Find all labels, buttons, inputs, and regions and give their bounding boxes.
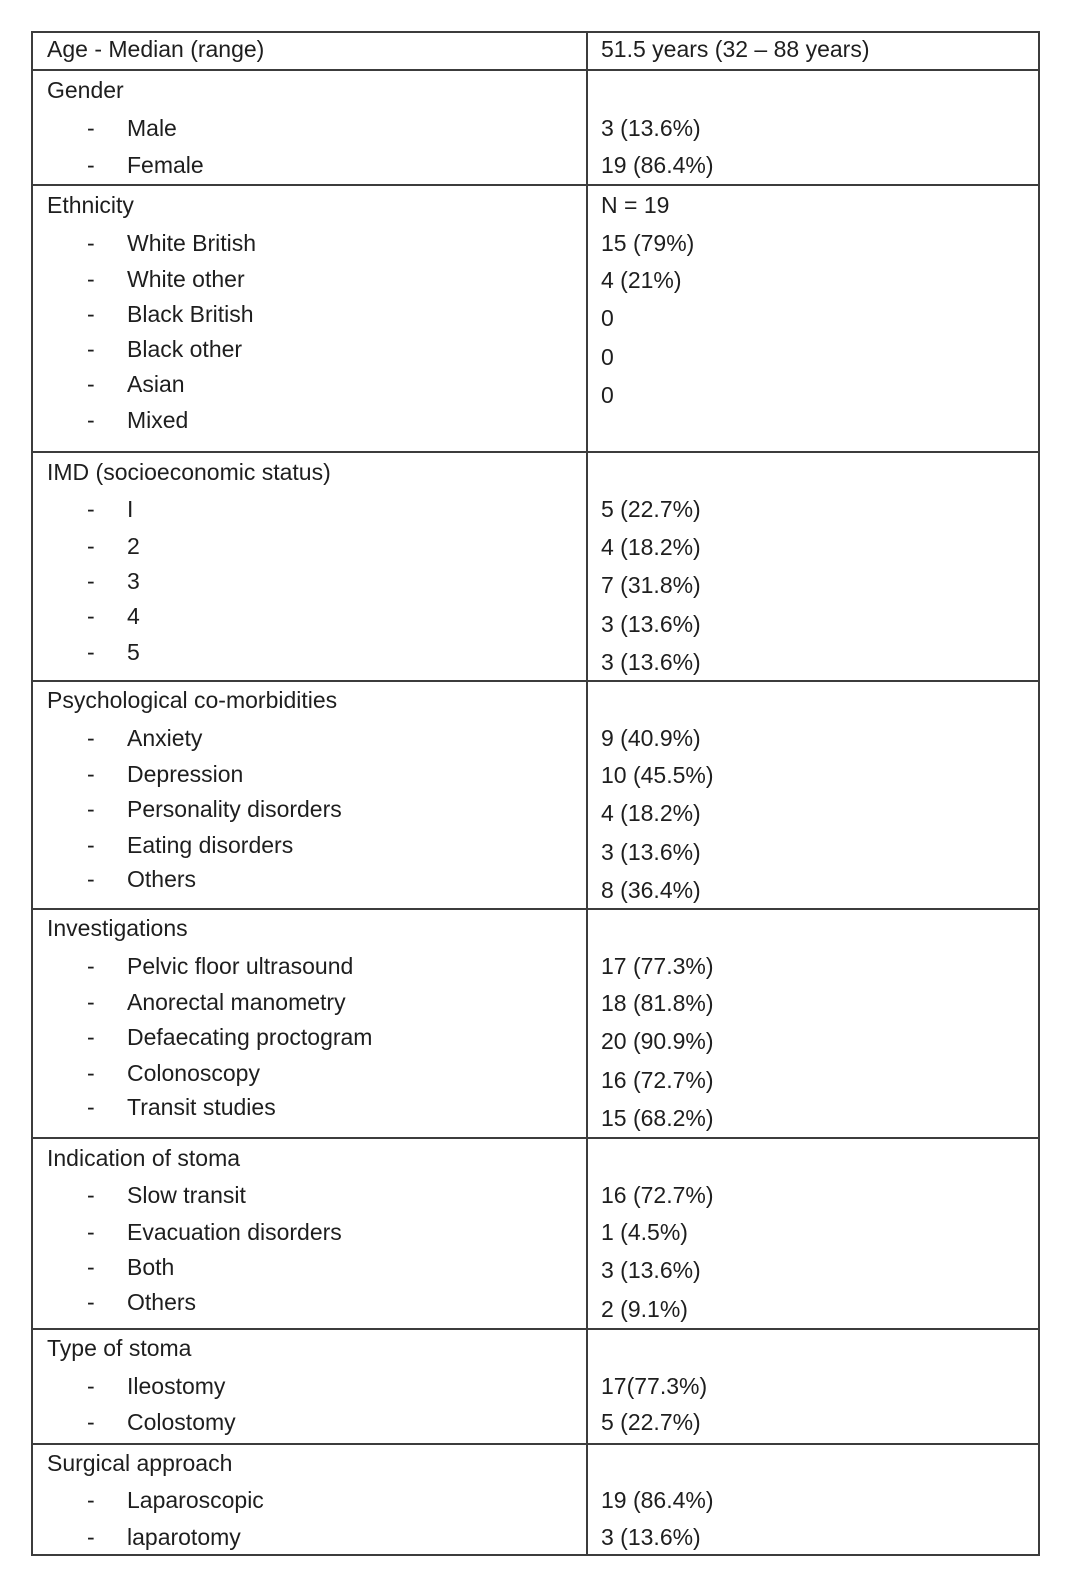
item-label: Others [127, 1289, 197, 1315]
demographics-table [31, 31, 1040, 1556]
bullet-dash: - [87, 1182, 95, 1208]
row-divider [33, 908, 1038, 910]
section-label: Indication of stoma [47, 1145, 241, 1171]
bullet-dash: - [87, 1060, 95, 1086]
bullet-dash: - [87, 1409, 95, 1435]
item-label: Asian [127, 371, 185, 397]
item-label: I [127, 496, 134, 522]
section-label: Investigations [47, 915, 188, 941]
item-value: 18 (81.8%) [601, 990, 714, 1016]
bullet-dash: - [87, 115, 95, 141]
item-value: 8 (36.4%) [601, 877, 701, 903]
row-divider [33, 69, 1038, 71]
item-label: Laparoscopic [127, 1487, 264, 1513]
item-value: 4 (18.2%) [601, 800, 701, 826]
item-value: 1 (4.5%) [601, 1219, 688, 1245]
item-label: Colostomy [127, 1409, 236, 1435]
item-label: White British [127, 230, 257, 256]
item-value: 17 (77.3%) [601, 953, 714, 979]
section-label: Psychological co-morbidities [47, 687, 338, 713]
bullet-dash: - [87, 832, 95, 858]
bullet-dash: - [87, 1487, 95, 1513]
item-label: Black other [127, 336, 243, 362]
item-value: 0 [601, 344, 614, 370]
bullet-dash: - [87, 496, 95, 522]
item-value: 10 (45.5%) [601, 762, 714, 788]
item-label: Anorectal manometry [127, 989, 346, 1015]
item-value: 3 (13.6%) [601, 839, 701, 865]
item-label: Transit studies [127, 1094, 276, 1120]
item-value: 0 [601, 382, 614, 408]
bullet-dash: - [87, 407, 95, 433]
section-value: 51.5 years (32 – 88 years) [601, 36, 870, 62]
item-label: Both [127, 1254, 175, 1280]
item-value: 3 (13.6%) [601, 611, 701, 637]
bullet-dash: - [87, 989, 95, 1015]
item-label: Mixed [127, 407, 189, 433]
item-value: 20 (90.9%) [601, 1028, 714, 1054]
row-divider [33, 1328, 1038, 1330]
item-value: 19 (86.4%) [601, 152, 714, 178]
bullet-dash: - [87, 953, 95, 979]
item-label: Male [127, 115, 177, 141]
section-label: Gender [47, 77, 124, 103]
item-label: Anxiety [127, 725, 203, 751]
item-label: Personality disorders [127, 796, 342, 822]
row-divider [33, 1137, 1038, 1139]
item-value: 3 (13.6%) [601, 115, 701, 141]
item-value: 4 (21%) [601, 267, 682, 293]
item-value: 2 (9.1%) [601, 1296, 688, 1322]
bullet-dash: - [87, 1289, 95, 1315]
row-divider [33, 1443, 1038, 1445]
bullet-dash: - [87, 1094, 95, 1120]
item-label: Black British [127, 301, 254, 327]
item-label: 4 [127, 603, 140, 629]
item-value: 9 (40.9%) [601, 725, 701, 751]
row-divider [33, 680, 1038, 682]
bullet-dash: - [87, 1024, 95, 1050]
bullet-dash: - [87, 1373, 95, 1399]
section-label: Surgical approach [47, 1450, 233, 1476]
item-label: Colonoscopy [127, 1060, 260, 1086]
section-value: N = 19 [601, 192, 670, 218]
bullet-dash: - [87, 761, 95, 787]
item-value: 4 (18.2%) [601, 534, 701, 560]
item-label: Slow transit [127, 1182, 246, 1208]
item-label: Evacuation disorders [127, 1219, 342, 1245]
section-label: Type of stoma [47, 1335, 192, 1361]
section-label: IMD (socioeconomic status) [47, 459, 331, 485]
bullet-dash: - [87, 568, 95, 594]
item-value: 15 (68.2%) [601, 1105, 714, 1131]
item-value: 19 (86.4%) [601, 1487, 714, 1513]
bullet-dash: - [87, 336, 95, 362]
section-label: Ethnicity [47, 192, 134, 218]
item-value: 5 (22.7%) [601, 496, 701, 522]
row-divider [33, 184, 1038, 186]
bullet-dash: - [87, 371, 95, 397]
row-divider [33, 451, 1038, 453]
item-label: 5 [127, 639, 140, 665]
item-value: 17(77.3%) [601, 1373, 708, 1399]
item-value: 0 [601, 305, 614, 331]
section-label: Age - Median (range) [47, 36, 265, 62]
item-label: White other [127, 266, 245, 292]
bullet-dash: - [87, 796, 95, 822]
bullet-dash: - [87, 266, 95, 292]
item-value: 16 (72.7%) [601, 1067, 714, 1093]
item-value: 16 (72.7%) [601, 1182, 714, 1208]
item-value: 7 (31.8%) [601, 572, 701, 598]
item-value: 3 (13.6%) [601, 649, 701, 675]
item-label: Female [127, 152, 204, 178]
item-value: 3 (13.6%) [601, 1524, 701, 1550]
bullet-dash: - [87, 1219, 95, 1245]
item-label: Others [127, 866, 197, 892]
bullet-dash: - [87, 603, 95, 629]
bullet-dash: - [87, 725, 95, 751]
bullet-dash: - [87, 152, 95, 178]
item-label: 3 [127, 568, 140, 594]
item-label: 2 [127, 533, 140, 559]
item-label: laparotomy [127, 1524, 241, 1550]
bullet-dash: - [87, 866, 95, 892]
item-label: Ileostomy [127, 1373, 226, 1399]
column-divider [586, 33, 588, 1554]
bullet-dash: - [87, 230, 95, 256]
bullet-dash: - [87, 1524, 95, 1550]
item-value: 15 (79%) [601, 230, 695, 256]
bullet-dash: - [87, 1254, 95, 1280]
item-label: Depression [127, 761, 244, 787]
bullet-dash: - [87, 639, 95, 665]
item-value: 3 (13.6%) [601, 1257, 701, 1283]
item-label: Eating disorders [127, 832, 294, 858]
bullet-dash: - [87, 533, 95, 559]
item-label: Defaecating proctogram [127, 1024, 373, 1050]
item-label: Pelvic floor ultrasound [127, 953, 354, 979]
item-value: 5 (22.7%) [601, 1409, 701, 1435]
bullet-dash: - [87, 301, 95, 327]
